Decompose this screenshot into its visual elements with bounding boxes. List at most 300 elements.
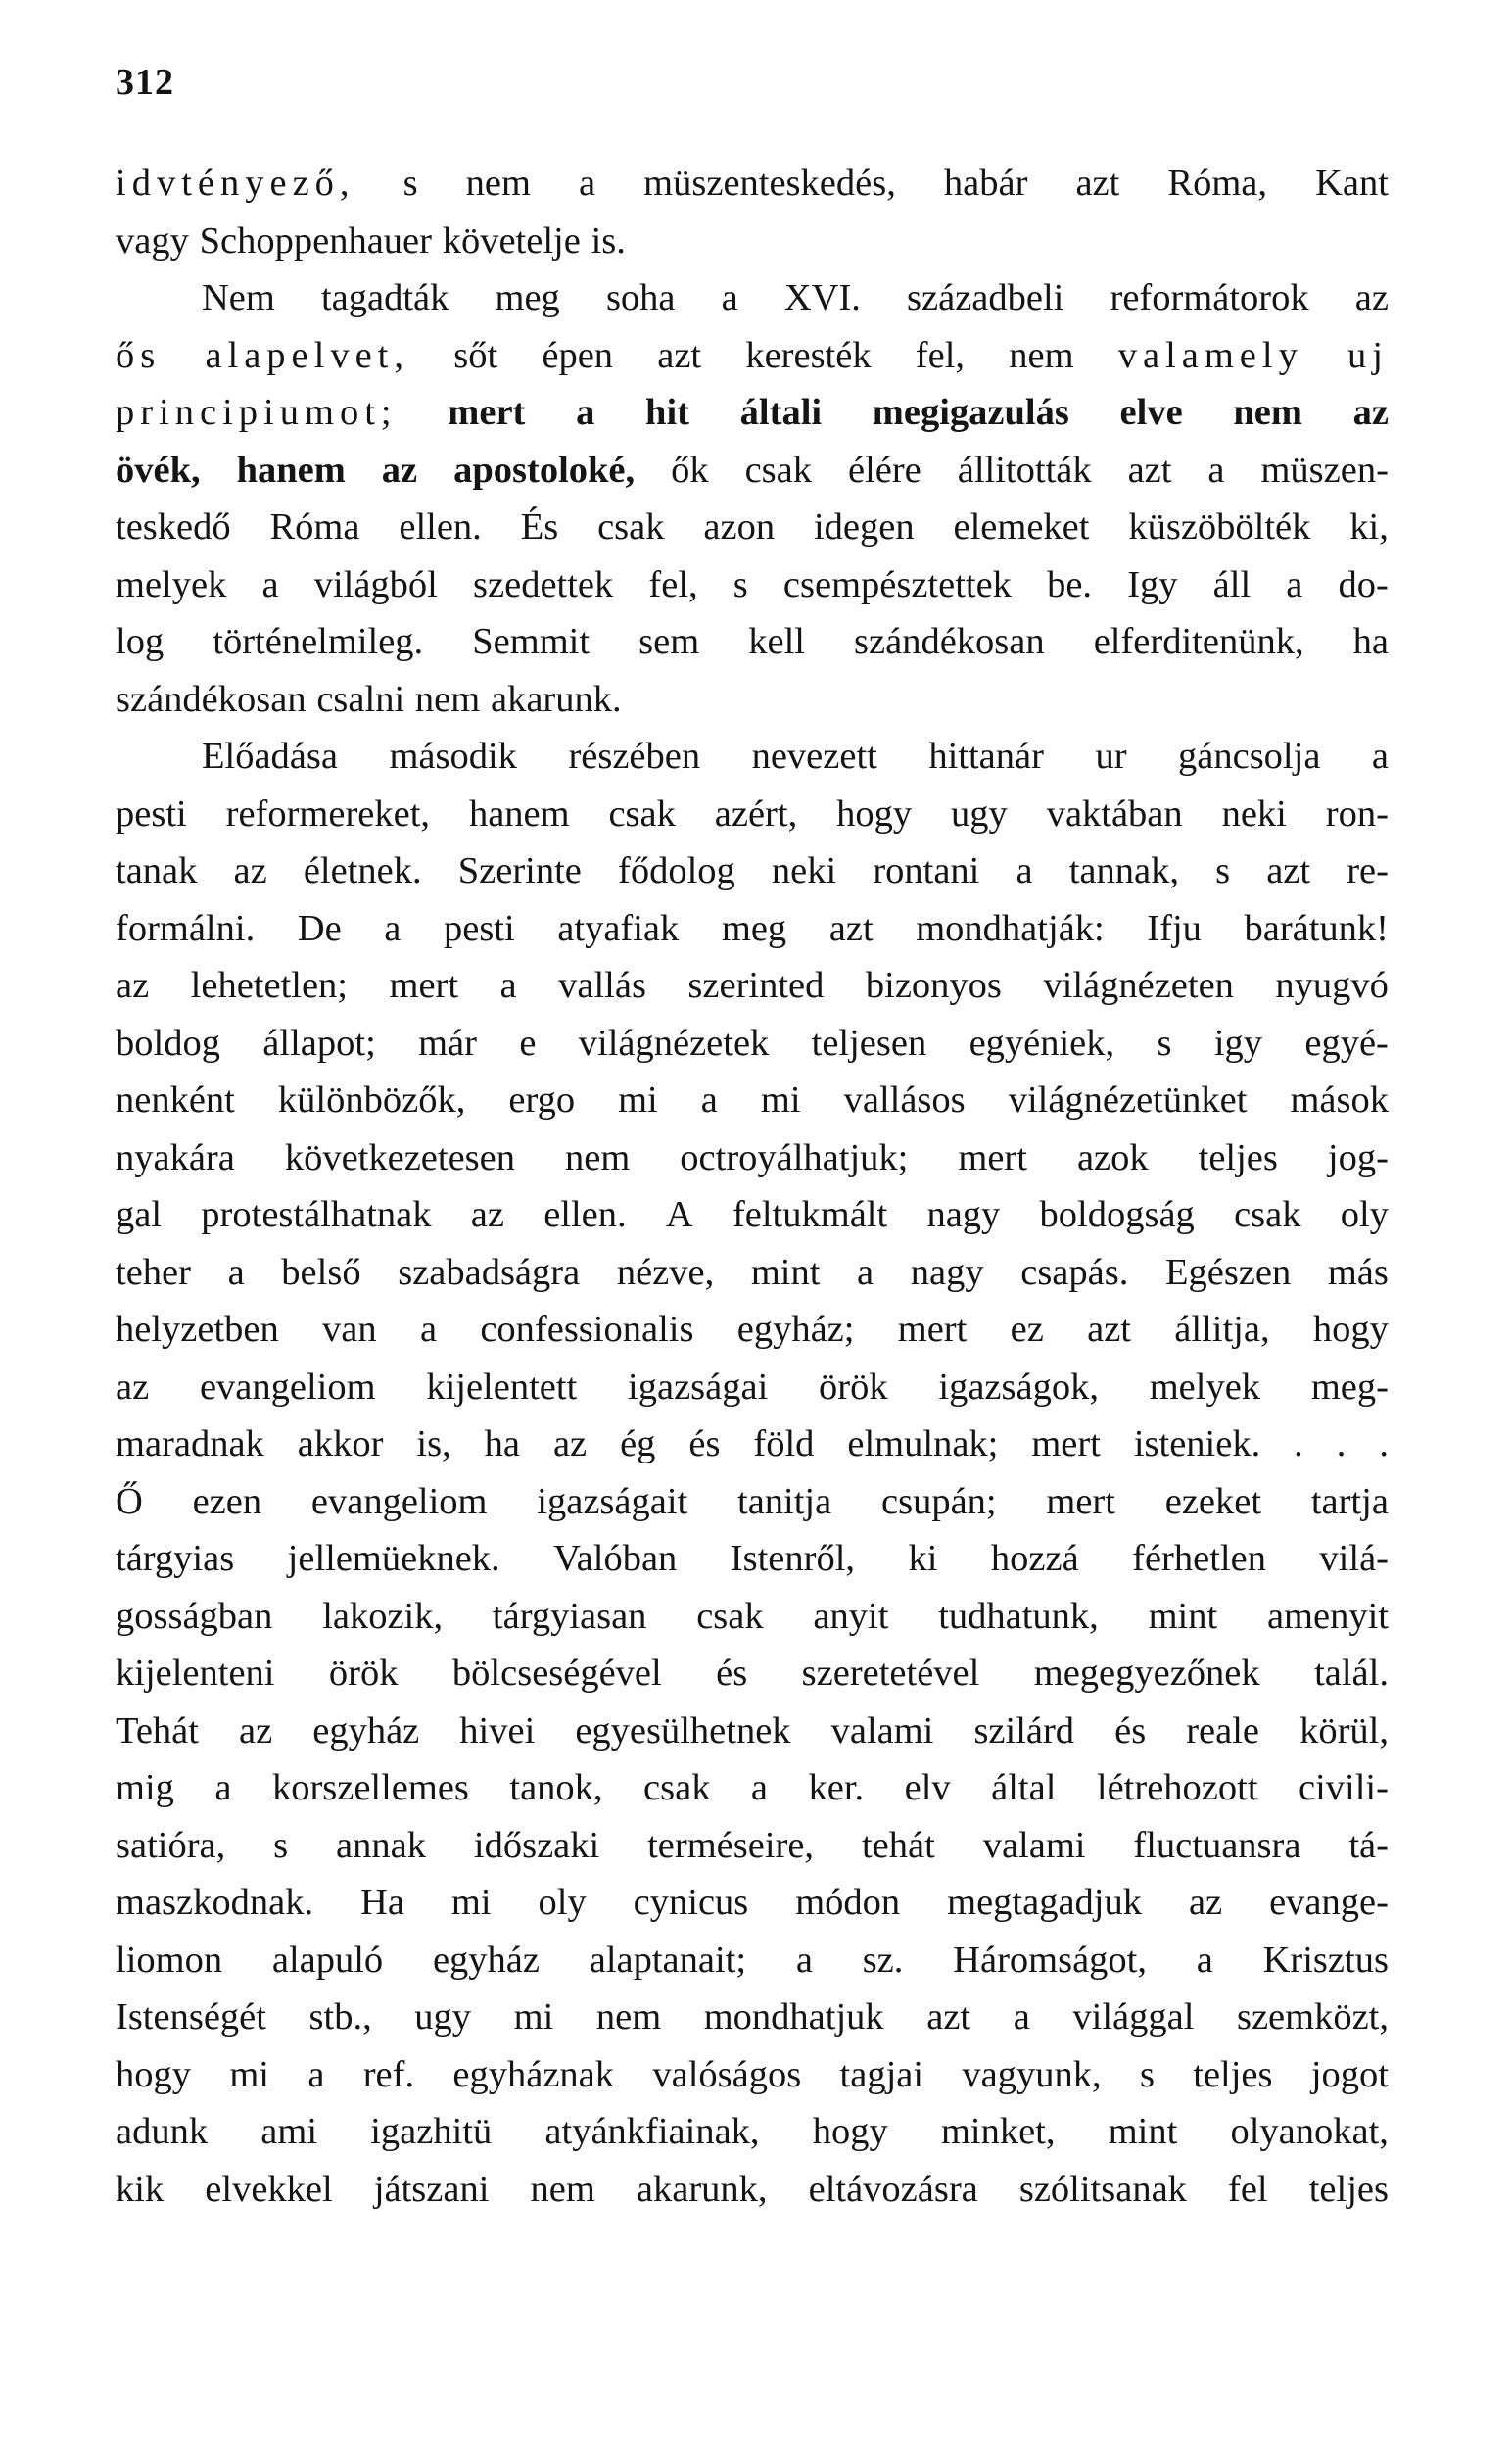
word: egyház; bbox=[736, 1309, 855, 1350]
word: ez bbox=[1010, 1309, 1044, 1350]
word: melyek bbox=[116, 563, 227, 605]
word: De bbox=[297, 907, 342, 949]
word: evange- bbox=[1269, 1882, 1389, 1923]
word: isteniek. bbox=[1133, 1423, 1261, 1464]
word: tá- bbox=[1348, 1824, 1389, 1866]
word: hogy bbox=[116, 2053, 191, 2095]
text-line bbox=[116, 786, 1389, 843]
word: bölcseségével bbox=[451, 1653, 662, 1694]
word: alapuló bbox=[271, 1939, 384, 1981]
word: fel, bbox=[648, 563, 698, 605]
word: do- bbox=[1338, 563, 1389, 605]
word: kell bbox=[748, 621, 805, 662]
word: Ő bbox=[116, 1480, 143, 1522]
word: mi bbox=[760, 1079, 801, 1121]
word: egyház bbox=[432, 1939, 540, 1981]
word: meg- bbox=[1310, 1366, 1389, 1408]
word: második bbox=[389, 736, 517, 777]
word: a bbox=[384, 907, 402, 949]
word: a bbox=[700, 1079, 718, 1121]
text-line bbox=[116, 442, 1389, 500]
word: vallásos bbox=[843, 1079, 966, 1121]
word: ki bbox=[908, 1538, 938, 1579]
word: valóságos bbox=[652, 2053, 802, 2095]
word: az bbox=[116, 1366, 150, 1408]
text-line bbox=[116, 1186, 1389, 1244]
word: mondhatják: bbox=[916, 907, 1105, 949]
word: nevezett bbox=[751, 736, 877, 777]
word: s bbox=[402, 163, 418, 204]
word: épen bbox=[542, 334, 614, 376]
word: hanem bbox=[236, 449, 346, 491]
word: szemközt, bbox=[1236, 1996, 1389, 2038]
word: azt bbox=[1266, 850, 1311, 891]
word: atyafiak bbox=[557, 907, 680, 949]
word: hivei bbox=[459, 1709, 536, 1751]
word: a bbox=[261, 563, 279, 605]
word: mint bbox=[1108, 2111, 1178, 2152]
word: teskedő bbox=[116, 506, 231, 548]
word: valami bbox=[982, 1824, 1086, 1866]
text-line bbox=[116, 1817, 1389, 1875]
word: szólitsanak bbox=[1018, 2168, 1187, 2210]
word: az bbox=[381, 449, 418, 491]
word: fődolog bbox=[618, 850, 735, 891]
text-line bbox=[116, 499, 1389, 556]
word: nagy bbox=[910, 1251, 984, 1293]
word: következetesen bbox=[284, 1136, 515, 1178]
word: nem bbox=[465, 163, 531, 204]
word: A bbox=[665, 1194, 693, 1235]
word: ezen bbox=[192, 1480, 262, 1522]
word: a bbox=[795, 1939, 813, 1981]
word: nyakára bbox=[116, 1136, 235, 1178]
text-line bbox=[116, 1759, 1389, 1817]
word: jogot bbox=[1310, 2053, 1389, 2095]
text-line bbox=[116, 671, 1389, 729]
word: hanem bbox=[468, 792, 570, 835]
word: formálni. bbox=[116, 907, 256, 949]
body-text bbox=[116, 155, 1389, 2218]
word: és bbox=[1114, 1709, 1147, 1751]
word: elmulnak; bbox=[847, 1423, 999, 1464]
word: hozzá bbox=[990, 1538, 1079, 1579]
word: teher bbox=[116, 1251, 191, 1293]
word: tagjai bbox=[839, 2053, 924, 2095]
word: mert bbox=[1046, 1480, 1115, 1522]
text-line bbox=[116, 1301, 1389, 1359]
word: csapás. bbox=[1020, 1251, 1129, 1293]
text-line bbox=[116, 1932, 1389, 1990]
text-line bbox=[116, 1129, 1389, 1187]
word: ker. bbox=[808, 1767, 865, 1808]
text-line bbox=[116, 213, 1389, 270]
word: sem bbox=[638, 621, 700, 662]
word: igazhitü bbox=[370, 2111, 493, 2152]
word: bizonyos bbox=[865, 965, 1002, 1006]
word: Valóban bbox=[553, 1538, 678, 1579]
word: hogy bbox=[812, 2111, 888, 2152]
word: nenként bbox=[116, 1079, 235, 1121]
word: életnek. bbox=[303, 850, 422, 891]
word: És bbox=[520, 506, 559, 548]
word: terméseire, bbox=[647, 1824, 815, 1866]
text-line bbox=[116, 1874, 1389, 1932]
word: századbeli bbox=[907, 277, 1064, 318]
word: ki, bbox=[1349, 506, 1389, 548]
word: az bbox=[470, 1194, 504, 1235]
word: világnézeten bbox=[1043, 965, 1234, 1006]
word: fluctuansra bbox=[1133, 1824, 1301, 1866]
word: Nem bbox=[202, 277, 275, 318]
word: a bbox=[1207, 449, 1225, 491]
word: tagadták bbox=[320, 277, 449, 318]
word: megegyezőnek bbox=[1033, 1653, 1260, 1694]
word: igy bbox=[1213, 1022, 1263, 1064]
word: principiumot; bbox=[116, 392, 398, 433]
word: gal bbox=[116, 1194, 163, 1235]
word: állitották bbox=[957, 449, 1092, 491]
word: egyesülhetnek bbox=[575, 1709, 791, 1751]
word: azt bbox=[657, 334, 702, 376]
word: csak bbox=[643, 1767, 711, 1808]
word: minket, bbox=[940, 2111, 1056, 2152]
word: helyzetben bbox=[116, 1309, 279, 1350]
word: a bbox=[750, 1767, 769, 1808]
word: keresték bbox=[745, 334, 872, 376]
word: Krisztus bbox=[1262, 1939, 1389, 1981]
word: tannak, bbox=[1068, 850, 1179, 891]
word: játszani bbox=[373, 2168, 490, 2210]
word: korszellemes bbox=[271, 1767, 469, 1808]
word: vagy bbox=[116, 219, 189, 262]
word: világgal bbox=[1072, 1996, 1195, 2038]
word: . bbox=[1379, 1423, 1389, 1464]
text-line bbox=[116, 327, 1389, 385]
word: mondhatjuk bbox=[703, 1996, 884, 2038]
word: e bbox=[519, 1022, 537, 1064]
word: elferditenünk, bbox=[1093, 621, 1304, 662]
word: re- bbox=[1347, 850, 1389, 891]
word: az bbox=[116, 965, 150, 1006]
word: oly bbox=[1340, 1194, 1389, 1235]
text-line bbox=[116, 1703, 1389, 1760]
word: sz. bbox=[862, 1939, 904, 1981]
word: kijelenteni bbox=[116, 1653, 275, 1694]
word: világnézetek bbox=[578, 1022, 770, 1064]
word: azt bbox=[926, 1996, 971, 2038]
word: s bbox=[1157, 1022, 1172, 1064]
word: nem bbox=[1009, 334, 1074, 376]
word: kijelentett bbox=[426, 1366, 578, 1408]
word: mi bbox=[229, 2053, 269, 2095]
word: ezeket bbox=[1164, 1480, 1262, 1522]
word: alaptanait; bbox=[589, 1939, 747, 1981]
word: idvtényező, bbox=[116, 163, 355, 204]
word: mig bbox=[116, 1767, 174, 1808]
text-line bbox=[116, 1244, 1389, 1302]
word: melyek bbox=[1149, 1366, 1261, 1408]
word: mint bbox=[1148, 1595, 1218, 1637]
word: a bbox=[857, 1251, 874, 1293]
word: fel bbox=[1228, 2168, 1268, 2210]
word: hogy bbox=[1312, 1309, 1389, 1350]
word: egyé- bbox=[1304, 1022, 1389, 1064]
word: ős bbox=[116, 334, 162, 376]
word: a bbox=[1286, 563, 1303, 605]
word: az bbox=[239, 1709, 273, 1751]
word: a bbox=[499, 965, 517, 1006]
word: stb., bbox=[308, 1996, 372, 2038]
text-line bbox=[116, 269, 1389, 327]
word: nem bbox=[530, 2168, 595, 2210]
word: teljes bbox=[1308, 2168, 1389, 2210]
word: egyéniek, bbox=[969, 1022, 1115, 1064]
page-number: 312 bbox=[116, 62, 174, 103]
text-line bbox=[116, 556, 1389, 614]
word: hogy bbox=[836, 792, 913, 835]
word: nagy bbox=[926, 1194, 1001, 1235]
word: nézve, bbox=[616, 1251, 715, 1293]
word: akarunk. bbox=[490, 678, 622, 720]
word: egyháznak bbox=[452, 2053, 615, 2095]
word: Háromságot, bbox=[953, 1939, 1147, 1981]
word: Kant bbox=[1315, 163, 1389, 204]
word: XVI. bbox=[783, 277, 861, 318]
word: boldogság bbox=[1039, 1194, 1195, 1235]
word: különbözők, bbox=[277, 1079, 466, 1121]
word: azt bbox=[1075, 163, 1120, 204]
word: neki bbox=[1221, 792, 1287, 835]
word: reformereket, bbox=[225, 792, 431, 835]
word: müszenteskedés, bbox=[643, 163, 896, 204]
text-line bbox=[116, 1415, 1389, 1473]
word: liomon bbox=[116, 1939, 223, 1981]
text-line bbox=[116, 1989, 1389, 2046]
word: azt bbox=[1087, 1309, 1131, 1350]
word: a bbox=[576, 392, 595, 433]
word: log bbox=[116, 621, 165, 662]
word: maradnak bbox=[116, 1423, 264, 1464]
word: . bbox=[1336, 1423, 1347, 1464]
word: Istenségét bbox=[116, 1996, 266, 2038]
word: körül, bbox=[1299, 1709, 1389, 1751]
word: jellemüeknek. bbox=[287, 1538, 500, 1579]
word: vallás bbox=[558, 965, 646, 1006]
word: gosságban bbox=[116, 1595, 273, 1637]
text-line bbox=[116, 1473, 1389, 1531]
word: ergo bbox=[508, 1079, 576, 1121]
word: örök bbox=[328, 1653, 399, 1694]
word: részében bbox=[568, 736, 701, 777]
word: akarunk, bbox=[636, 2168, 768, 2210]
word: tanak bbox=[116, 850, 198, 891]
text-line bbox=[116, 900, 1389, 958]
word: barátunk! bbox=[1244, 907, 1389, 949]
word: lakozik, bbox=[322, 1595, 444, 1637]
word: pesti bbox=[116, 792, 187, 835]
word: reale bbox=[1186, 1709, 1260, 1751]
word: mi bbox=[618, 1079, 658, 1121]
word: mert bbox=[448, 392, 526, 433]
word: ha bbox=[1352, 621, 1389, 662]
word: a bbox=[579, 163, 596, 204]
word: az bbox=[552, 1423, 588, 1464]
word: állitja, bbox=[1174, 1309, 1270, 1350]
word: férhetlen bbox=[1132, 1538, 1266, 1579]
word: igazságok, bbox=[938, 1366, 1099, 1408]
text-line bbox=[116, 2046, 1389, 2104]
word: föld bbox=[753, 1423, 815, 1464]
word: soha bbox=[605, 277, 676, 318]
word: övék, bbox=[116, 449, 201, 491]
word: szilárd bbox=[973, 1709, 1075, 1751]
word: valami bbox=[830, 1709, 934, 1751]
text-line bbox=[116, 1015, 1389, 1073]
word: pesti bbox=[443, 907, 515, 949]
word: szedettek bbox=[473, 563, 614, 605]
word: Semmit bbox=[472, 621, 591, 662]
word: kik bbox=[116, 2168, 165, 2210]
word: áll bbox=[1212, 563, 1252, 605]
word: csak bbox=[608, 792, 676, 835]
word: adunk bbox=[116, 2111, 209, 2152]
word: hit bbox=[645, 392, 689, 433]
word: a bbox=[227, 1251, 245, 1293]
word: csalni bbox=[316, 678, 405, 720]
word: Előadása bbox=[202, 736, 338, 777]
word: már bbox=[418, 1022, 477, 1064]
word: be. bbox=[1047, 563, 1093, 605]
word: Igy bbox=[1127, 563, 1178, 605]
text-line bbox=[116, 1645, 1389, 1703]
word: mert bbox=[897, 1309, 968, 1350]
text-line bbox=[116, 1072, 1389, 1129]
word: meg bbox=[495, 277, 560, 318]
word: azért, bbox=[714, 792, 798, 835]
word: feltukmált bbox=[732, 1194, 888, 1235]
word: ugy bbox=[951, 792, 1008, 835]
word: mi bbox=[513, 1996, 554, 2038]
word: csupán; bbox=[881, 1480, 997, 1522]
word: oly bbox=[538, 1882, 587, 1923]
word: azt bbox=[1127, 449, 1172, 491]
text-line bbox=[116, 155, 1389, 213]
word: elve bbox=[1119, 392, 1183, 433]
word: szabadságra bbox=[398, 1251, 581, 1293]
word: evangeliom bbox=[310, 1480, 488, 1522]
word: ég bbox=[620, 1423, 656, 1464]
text-line bbox=[116, 1359, 1389, 1416]
word: boldog bbox=[116, 1022, 220, 1064]
word: követelje bbox=[442, 219, 581, 262]
word: Tehát bbox=[116, 1709, 199, 1751]
word: tárgyiasan bbox=[492, 1595, 647, 1637]
word: annak bbox=[336, 1824, 426, 1866]
word: octroyálhatjuk; bbox=[680, 1136, 909, 1178]
word: meg bbox=[721, 907, 787, 949]
word: mert bbox=[958, 1136, 1027, 1178]
word: mi bbox=[450, 1882, 492, 1923]
word: ur bbox=[1095, 736, 1127, 777]
word: időszaki bbox=[473, 1824, 600, 1866]
word: azt bbox=[828, 907, 874, 949]
word: ha bbox=[484, 1423, 520, 1464]
word: mert bbox=[1031, 1423, 1101, 1464]
word: fel, bbox=[915, 334, 966, 376]
word: az bbox=[1352, 392, 1389, 433]
word: idegen bbox=[813, 506, 915, 548]
word: a bbox=[1371, 736, 1389, 777]
word: maszkodnak. bbox=[116, 1882, 314, 1923]
word: Istenről, bbox=[730, 1538, 856, 1579]
word: nem bbox=[565, 1136, 631, 1178]
word: hittanár bbox=[928, 736, 1044, 777]
word: amenyit bbox=[1266, 1595, 1389, 1637]
word: nyugvó bbox=[1275, 965, 1389, 1006]
word: ők bbox=[671, 449, 709, 491]
word: valamely bbox=[1117, 334, 1303, 376]
word: a bbox=[1013, 1996, 1030, 2038]
word: elvekkel bbox=[205, 2168, 333, 2210]
word: olyanokat, bbox=[1230, 2111, 1389, 2152]
word: Szerinte bbox=[457, 850, 582, 891]
word: reformátorok bbox=[1110, 277, 1309, 318]
word: jog- bbox=[1327, 1136, 1389, 1178]
word: állapot; bbox=[262, 1022, 376, 1064]
word: tárgyias bbox=[116, 1538, 235, 1579]
word: élére bbox=[847, 449, 921, 491]
word: megtagadjuk bbox=[947, 1882, 1142, 1923]
word: a bbox=[1016, 850, 1033, 891]
word: az bbox=[1354, 277, 1389, 318]
word: tanitja bbox=[737, 1480, 832, 1522]
word: s bbox=[273, 1824, 289, 1866]
word: szándékosan bbox=[116, 678, 307, 720]
word: küszöbölték bbox=[1128, 506, 1311, 548]
text-line bbox=[116, 2103, 1389, 2161]
word: a bbox=[214, 1767, 232, 1808]
text-line bbox=[116, 842, 1389, 900]
word: vaktában bbox=[1046, 792, 1183, 835]
word: szándékosan bbox=[854, 621, 1045, 662]
word: s bbox=[1139, 2053, 1155, 2095]
word: s bbox=[1215, 850, 1231, 891]
word: történelmileg. bbox=[213, 621, 424, 662]
word: van bbox=[322, 1309, 377, 1350]
word: Róma bbox=[269, 506, 360, 548]
word: csak bbox=[744, 449, 813, 491]
word: vagyunk, bbox=[962, 2053, 1102, 2095]
word: alapelvet, bbox=[205, 334, 410, 376]
word: gáncsolja bbox=[1178, 736, 1321, 777]
word: a bbox=[307, 2053, 325, 2095]
word: a bbox=[721, 277, 738, 318]
word: az bbox=[1188, 1882, 1223, 1923]
word: és bbox=[716, 1653, 748, 1694]
word: és bbox=[688, 1423, 721, 1464]
word: nem bbox=[1233, 392, 1302, 433]
text-line bbox=[116, 1588, 1389, 1646]
word: . bbox=[1294, 1423, 1303, 1464]
word: mások bbox=[1290, 1079, 1389, 1121]
word: nem bbox=[595, 1996, 662, 2038]
word: által bbox=[991, 1767, 1057, 1808]
word: ellen. bbox=[399, 506, 482, 548]
word: is, bbox=[416, 1423, 451, 1464]
word: a bbox=[1196, 1939, 1213, 1981]
word: sőt bbox=[453, 334, 498, 376]
